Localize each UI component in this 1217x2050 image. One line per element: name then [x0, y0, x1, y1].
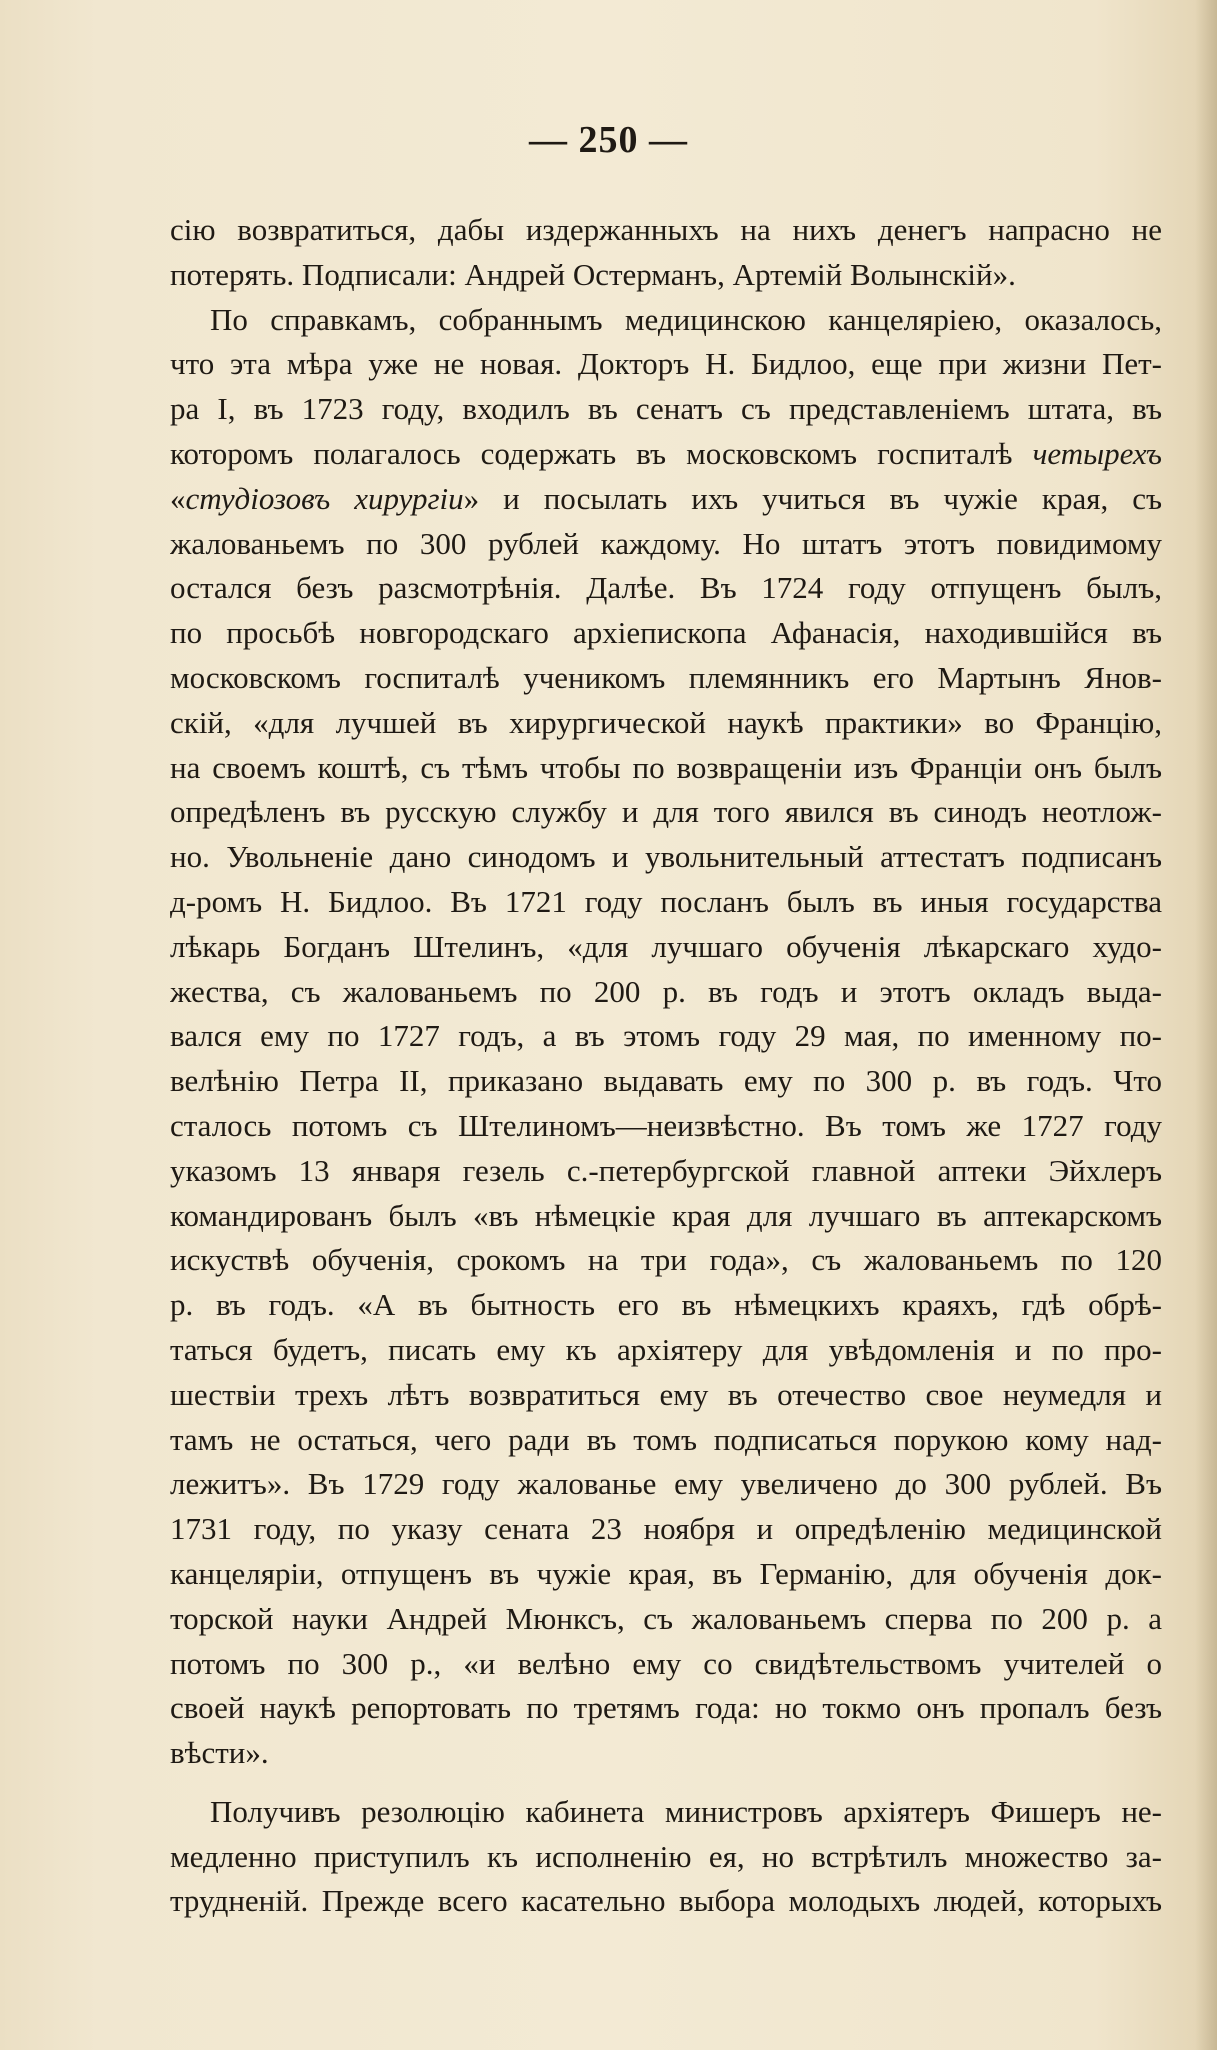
- text-line-25: р. въ годъ. «А въ бытность его въ нѣмецкихъ краяхъ, гдѣ обрѣ-: [170, 1287, 1162, 1323]
- italic-phrase: студіозовъ хирургіи: [185, 480, 464, 516]
- text-line-6-start: которомъ полагалось содержать въ московскомъ госпиталѣ: [170, 435, 1013, 471]
- text-line-18: жества, съ жалованьемъ по 200 р. въ годъ и этотъ окладъ выда-: [170, 973, 1162, 1009]
- text-line-15: но. Увольненіе дано синодомъ и увольнительный аттестатъ подписанъ: [170, 839, 1162, 875]
- text-line-16: д-ромъ Н. Бидлоо. Въ 1721 году посланъ былъ въ иныя государства: [170, 883, 1162, 919]
- text-line-17: лѣкарь Богданъ Штелинъ, «для лучшаго обученія лѣкарскаго худо-: [170, 928, 1162, 964]
- text-line-5: ра I, въ 1723 году, входилъ въ сенатъ съ представленіемъ штата, въ: [170, 391, 1162, 427]
- text-line-1: сію возвратиться, дабы издержанныхъ на нихъ денегъ напрасно не: [170, 212, 1162, 247]
- text-line-12: скій, «для лучшей въ хирургической наукѣ практики» во Францію,: [170, 704, 1162, 740]
- text-line-8: жалованьемъ по 300 рублей каждому. Но штатъ этотъ повидимому: [170, 525, 1162, 561]
- text-line-21: сталось потомъ съ Штелиномъ—неизвѣстно. Въ томъ же 1727 году: [170, 1107, 1162, 1143]
- text-line-11: московскомъ госпиталѣ ученикомъ племянникъ его Мартынъ Янов-: [170, 659, 1162, 695]
- text-line-13: на своемъ коштѣ, съ тѣмъ чтобы по возвращеніи изъ Франціи онъ былъ: [170, 749, 1162, 785]
- text-line-33: потомъ по 300 р., «и велѣно ему со свидѣтельствомъ учителей о: [170, 1645, 1162, 1681]
- text-line-7-rest: » и посылать ихъ учиться въ чужіе края, съ: [463, 480, 1162, 516]
- text-line-19: вался ему по 1727 годъ, а въ этомъ году 29 мая, по именному по-: [170, 1018, 1162, 1054]
- text-line-2: потерять. Подписали: Андрей Остерманъ, Артемій Волынскій».: [170, 256, 1016, 292]
- text-line-7: [170, 477, 1162, 522]
- text-line-28: тамъ не остаться, чего ради въ томъ подписаться порукою кому над-: [170, 1421, 1162, 1457]
- text-line-35: вѣсти».: [170, 1735, 269, 1771]
- page-edge-shadow: [1195, 0, 1217, 2050]
- text-line-10: по просьбѣ новгородскаго архіепископа Афанасія, находившійся въ: [170, 615, 1162, 651]
- text-line-22: указомъ 13 января гезель с.-петербургской главной аптеки Эйхлеръ: [170, 1152, 1162, 1188]
- text-line-4: что эта мѣра уже не новая. Докторъ Н. Бидлоо, еще при жизни Пет-: [170, 346, 1162, 382]
- text-line-14: опредѣленъ въ русскую службу и для того явился въ синодъ неотлож-: [170, 794, 1162, 830]
- text-line-30: 1731 году, по указу сената 23 ноября и опредѣленію медицинской: [170, 1511, 1162, 1547]
- paragraph-gap: [170, 1776, 1162, 1790]
- text-line-9: остался безъ разсмотрѣнія. Далѣе. Въ 1724 году отпущенъ былъ,: [170, 570, 1162, 606]
- page-number: — 250 —: [529, 119, 688, 161]
- text-line-36: Получивъ резолюцію кабинета министровъ архіятеръ Фишеръ не-: [210, 1793, 1162, 1829]
- text-line-23: командированъ былъ «въ нѣмецкіе края для лучшаго въ аптекарскомъ: [170, 1197, 1162, 1233]
- text-line-38: трудненій. Прежде всего касательно выбора молодыхъ людей, которыхъ: [170, 1883, 1162, 1919]
- text-line-24: искуствѣ обученія, срокомъ на три года», съ жалованьемъ по 120: [170, 1242, 1162, 1278]
- text-line-6: [170, 432, 1162, 477]
- quote-open: «: [170, 480, 186, 516]
- text-line-3: По справкамъ, собраннымъ медицинскою канцеляріею, оказалось,: [210, 301, 1162, 337]
- text-line-31: канцеляріи, отпущенъ въ чужіе края, въ Германію, для обученія док-: [170, 1555, 1162, 1591]
- text-line-37: медленно приступилъ къ исполненію ея, но встрѣтилъ множество за-: [170, 1838, 1162, 1874]
- text-line-34: своей наукѣ репортовать по третямъ года: но токмо онъ пропалъ безъ: [170, 1690, 1162, 1726]
- body-text: [170, 208, 1162, 1924]
- text-line-20: велѣнію Петра II, приказано выдавать ему по 300 р. въ годъ. Что: [170, 1063, 1162, 1099]
- text-line-32: торской науки Андрей Мюнксъ, съ жалованьемъ сперва по 200 р. а: [170, 1600, 1162, 1636]
- text-line-27: шествіи трехъ лѣтъ возвратиться ему въ отечество свое неумедля и: [170, 1376, 1162, 1412]
- text-line-26: таться будетъ, писать ему къ архіятеру для увѣдомленія и по про-: [170, 1331, 1162, 1367]
- text-line-29: лежитъ». Въ 1729 году жалованье ему увеличено до 300 рублей. Въ: [170, 1466, 1162, 1502]
- italic-word: четырехъ: [1032, 435, 1162, 471]
